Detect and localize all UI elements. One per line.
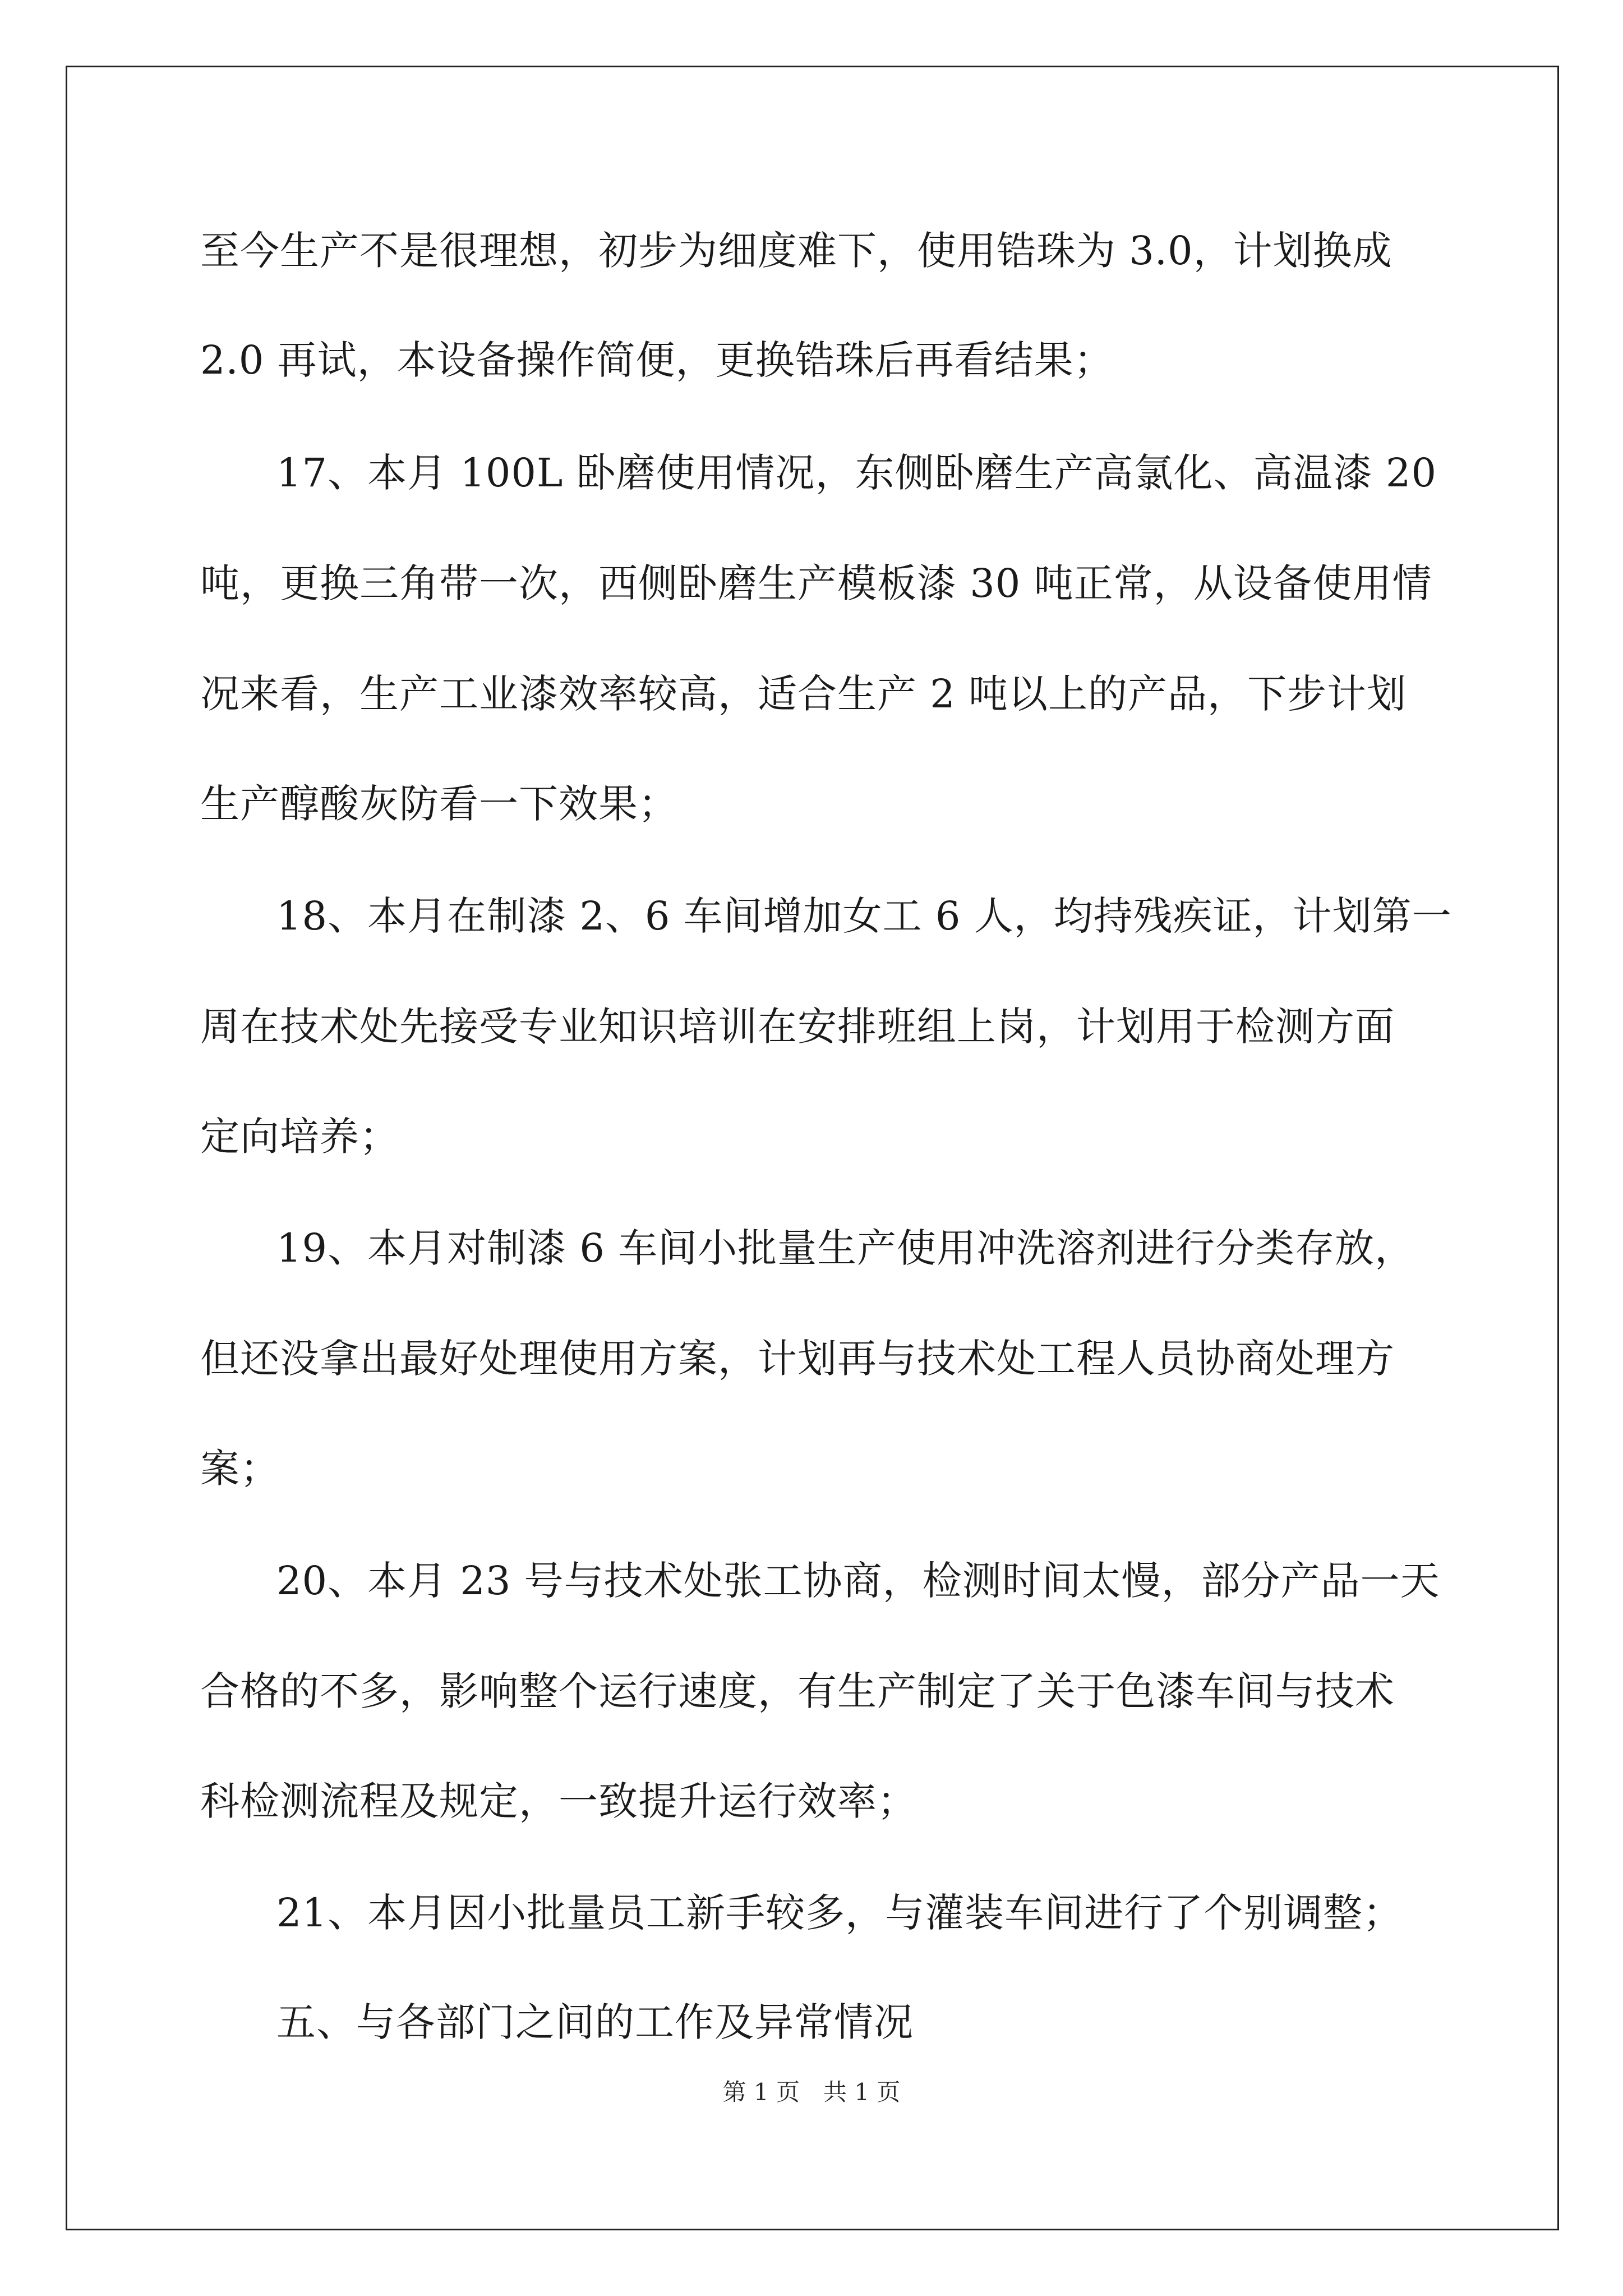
body-line-16: 21、本月因小批量员工新手较多，与灌装车间进行了个别调整； xyxy=(276,1890,1403,1936)
body-line-10: 19、本月对制漆 6 车间小批量生产使用冲洗溶剂进行分类存放， xyxy=(276,1225,1415,1271)
body-line-8: 周在技术处先接受专业知识培训在安排班组上岗，计划用于检测方面 xyxy=(200,1004,1395,1050)
body-line-3: 17、本月 100L 卧磨使用情况，东侧卧磨生产高氯化、高温漆 20 xyxy=(276,450,1437,496)
body-line-14: 合格的不多，影响整个运行速度，有生产制定了关于色漆车间与技术 xyxy=(200,1668,1395,1714)
body-line-4: 吨，更换三角带一次，西侧卧磨生产模板漆 30 吨正常，从设备使用情 xyxy=(200,560,1432,606)
page-number-footer: 第 1 页 共 1 页 xyxy=(722,2078,901,2106)
body-line-5: 况来看，生产工业漆效率较高，适合生产 2 吨以上的产品，下步计划 xyxy=(200,671,1407,717)
body-line-15: 科检测流程及规定，一致提升运行效率； xyxy=(200,1778,917,1824)
body-line-1: 至今生产不是很理想，初步为细度难下，使用锆珠为 3.0，计划换成 xyxy=(200,228,1393,274)
body-line-7: 18、本月在制漆 2、6 车间增加女工 6 人，均持残疾证，计划第一 xyxy=(276,893,1452,939)
body-line-6: 生产醇酸灰防看一下效果； xyxy=(200,781,678,827)
body-line-12: 案； xyxy=(200,1446,280,1492)
body-line-11: 但还没拿出最好处理使用方案，计划再与技术处工程人员协商处理方 xyxy=(200,1336,1395,1382)
body-line-9: 定向培养； xyxy=(200,1114,399,1159)
body-line-2: 2.0 再试，本设备操作简便，更换锆珠后再看结果； xyxy=(200,337,1114,383)
section-heading: 五、与各部门之间的工作及异常情况 xyxy=(276,1999,914,2045)
body-line-13: 20、本月 23 号与技术处张工协商，检测时间太慢，部分产品一天 xyxy=(276,1558,1440,1604)
